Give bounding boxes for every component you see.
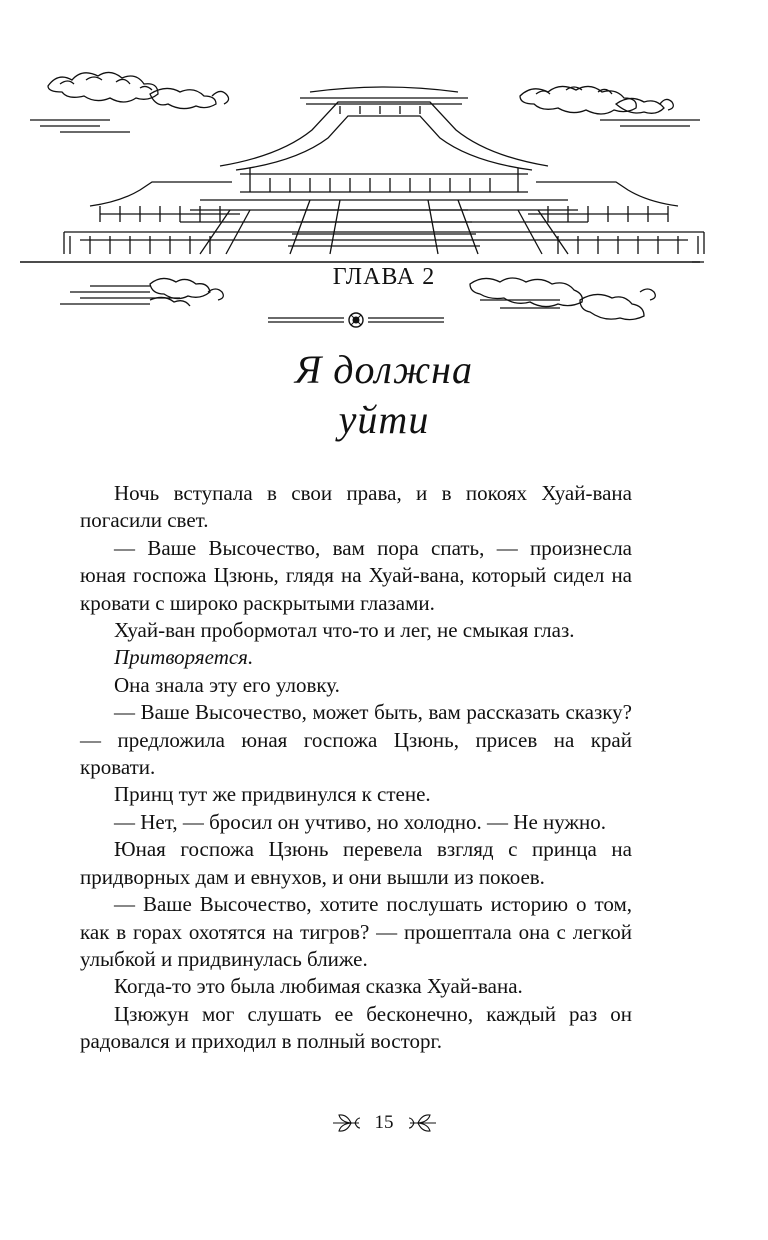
paragraph: Ночь вступала в свои права, и в покоях Хуай-вана погасили свет. — [80, 481, 632, 533]
paragraph: Хуай-ван пробормотал что-то и лег, не смыкая глаз. — [114, 618, 575, 643]
paragraph: Она знала эту его уловку. — [114, 672, 340, 697]
leaf-ornament-left-icon — [331, 1112, 361, 1134]
chapter-title-line-2: уйти — [338, 397, 430, 442]
paragraph: — Ваше Высочество, хотите послушать историю о том, как в горах охотятся на тигров? — прошептала она с легкой улыбкой и придвинулась ближе. — [80, 892, 632, 971]
paragraph: — Ваше Высочество, может быть, вам рассказать сказку? — предложила юная госпожа Цзюнь, присев на край кровати. — [80, 700, 632, 780]
paragraph: Юная госпожа Цзюнь перевела взгляд с принца на придворных дам и евнухов, и они вышли из покоев. — [80, 837, 632, 889]
page-number: 15 — [374, 1112, 394, 1133]
paragraph: Цзюжун мог слушать ее бесконечно, каждый раз он радовался и приходил в полный восторг. — [80, 1001, 632, 1054]
side-wings — [90, 182, 678, 222]
cloud-left-top — [30, 72, 229, 132]
paragraph: — Нет, — бросил он учтиво, но холодно. — Не нужно. — [114, 809, 606, 834]
paragraph: Когда-то это была любимая сказка Хуай-вана. — [114, 974, 523, 999]
cloud-right-top — [520, 86, 700, 126]
chapter-label: ГЛАВА 2 — [332, 264, 436, 290]
ornament-divider — [268, 310, 444, 330]
page-footer — [0, 1112, 768, 1134]
paragraph: — Ваше Высочество, вам пора спать, — произнесла юная госпожа Цзюнь, глядя на Хуай-вана, который сидел на кровати с широко раскрытыми глазами. — [80, 535, 632, 615]
body-text — [80, 480, 632, 1056]
chapter-title — [0, 345, 768, 445]
main-hall — [220, 87, 548, 192]
chapter-title-line-1: Я должна — [294, 347, 474, 392]
leaf-ornament-right-icon — [408, 1112, 438, 1134]
paragraph-italic: Притворяется. — [114, 645, 254, 670]
paragraph: Принц тут же придвинулся к стене. — [114, 782, 431, 807]
